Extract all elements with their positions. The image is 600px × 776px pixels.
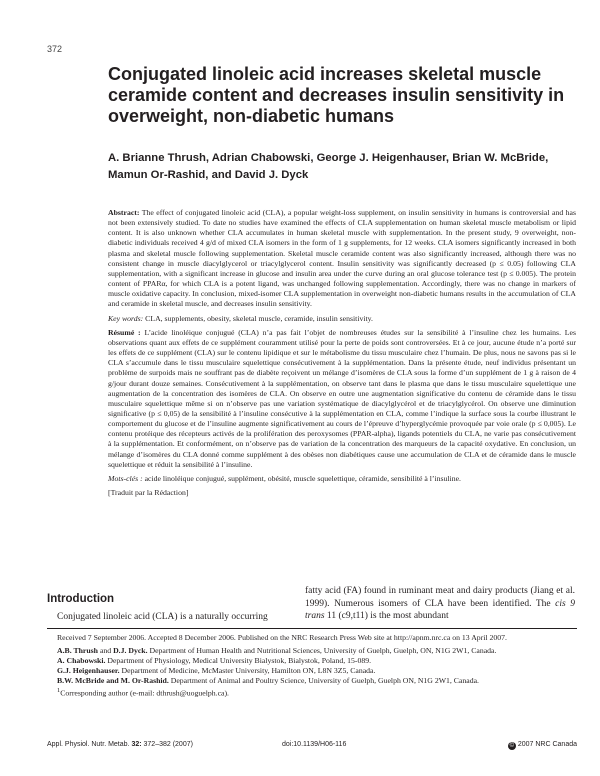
introduction-heading: Introduction [47,593,115,605]
mots-cles-paragraph [108,474,576,484]
footnote-divider [47,628,577,629]
abstract-paragraph [108,208,576,310]
received-note: Received 7 September 2006. Accepted 8 December 2006. Published on the NRC Research Press Web site at http://apnm.nrc.ca on 13 April 2007. [57,633,507,642]
introduction-right-column [305,585,575,623]
corresponding-author: $^1$Corresponding author (e-mail: dthrush@uoguelph.ca). [57,687,229,699]
intro-right-text-2: 11 (c9,t11) is the most abundant [326,611,449,621]
introduction-left-column: Conjugated linoleic acid (CLA) is a naturally occurring [57,612,268,622]
footnotes-section [57,633,577,699]
keywords-label: Key words: [108,313,144,323]
resume-paragraph [108,328,576,470]
affiliation-4: B.W. McBride and M. Or-Rashid. Department of Animal and Poultry Science, University of Guelph, Guelph ON, N1G 2W1, Canada. [57,676,479,686]
affiliation-2: A. Chabowski. Department of Physiology, Medical University Bialystok, Bialystok, Poland, 15-089. [57,656,372,666]
mots-cles-text: acide linoléique conjugué, supplément, obésité, muscle squelettique, céramide, sensibilité à l’insuline. [144,473,461,483]
affiliation-3: G.J. Heigenhauser. Department of Medicine, McMaster University, Hamilton ON, L8N 3Z5, Canada. [57,666,376,676]
affiliation-1: A.B. Thrush and D.J. Dyck. Department of Human Health and Nutritional Sciences, University of Guelph, Guelph, ON, N1G 2W1, Canada. [57,646,497,656]
mots-cles-label: Mots-clés : [108,473,143,483]
resume-text: L’acide linoléique conjugué (CLA) n’a pas fait l’objet de nombreuses études sur la sensibilité à l’insuline chez les humains. Les observations quant aux effets de ce supplément couramment utilisé pour la perte de poids sont controversées. Et à ce jour, aucune étude n’a porté sur les effets de ce supplément (CLA) sur le contenu lipidique et sur le métabolisme du tissu musculaire chez l’humain. De plus, nous ne savons pas si le CLA s’accumule dans le tissu musculaire squelettique consécutivement à la supplémentation. Dans la présente étude, neuf individus présentant un problème de surpoids mais ne souffrant pas de diabète reçoivent un mélange d’isomères de CLA sous la forme d’un supplément de 1 g à raison de 4 g/jour durant douze semaines. Consécutivement à la supplémentation, on observe tant dans le plasma que dans le tissu musculaire squelettique une augmentation de la concentration des isomères de CLA. On observe en outre une augmentation significative du contenu de céramide dans le tissu musculaire squelettique même si on n’observe pas une variation systématique de diacylglycérol et de triacylglycérol. On observe une diminution significative (p ≤ 0,05) de la sensibilité à l’insuline consécutive à la supplémentation en CLA, comme l’indique la surface sous la courbe illustrant le comportement du glucose et de l’insuline augmente significativement au cours de l’épreuve d’hyperglycémie provoquée par voie orale (p ≤ 0,005). Le contenu protéique des récepteurs activés de la prolifération des peroxysomes (PPAR-alpha), ligands potentiels du CLA, ne varie pas consécutivement à la supplémentation. Et conformément, on n’observe pas de variation de la concentration des marqueurs de la capacité oxydative. En conclusion, un mélange d’isomères du CLA donné comme supplément à des obèses non diabétiques cause une accumulation de CLA et de céramide dans le muscle squelettique et réduit la sensibilité à l’insuline. [108,327,576,469]
resume-label: Résumé : [108,327,141,337]
copyright: © 2007 NRC Canada [509,741,577,749]
keywords-paragraph [108,314,576,324]
doi: doi:10.1139/H06-116 [282,741,347,748]
intro-isomer-name: cis 9 trans [305,598,575,621]
page-number: 372 [47,44,63,54]
abstract-text: The effect of conjugated linoleic acid (CLA), a popular weight-loss supplement, on insulin sensitivity in humans is controversial and has not been extensively studied. To date no studies have examined the effects of CLA supplementation on human skeletal muscle metabolism or lipid content. It is also unknown whether CLA accumulates in human skeletal muscle with supplementation. In the present study, 9 overweight, non-diabetic individuals received 4 g/d of mixed CLA isomers in the form of 1 g supplements, for 12 weeks. CLA isomers significantly increased in both plasma and skeletal muscle following supplementation. Skeletal muscle ceramide content was also significantly increased, although there was no consistent change in muscle diacylglycerol or triacylglycerol content. Insulin sensitivity was significantly decreased (p ≤ 0.05) following CLA supplementation, with a significant increase in glucose and insulin area under the curve during an oral glucose tolerance test (p ≤ 0.005). The protein content of PPARα, for which CLA is a potent ligand, was unchanged following supplementation. Accordingly, there was no change in markers of muscle oxidative capacity. In conclusion, mixed-isomer CLA supplementation in overweight non-diabetic humans results in the accumulation of CLA and ceramide in skeletal muscle, and decreases insulin sensitivity. [108,208,576,309]
journal-citation: Appl. Physiol. Nutr. Metab. 32: 372–382 (2007) [47,741,193,748]
author-list: A. Brianne Thrush, Adrian Chabowski, George J. Heigenhauser, Brian W. McBride, Mamun Or-Rashid, and David J. Dyck [108,152,549,181]
translation-note: [Traduit par la Rédaction] [108,488,189,498]
keywords-text: CLA, supplements, obesity, skeletal muscle, ceramide, insulin sensitivity. [145,313,373,323]
copyright-icon: © [509,743,515,749]
abstract-section [108,208,576,502]
intro-right-text-1: fatty acid (FA) found in ruminant meat and dairy products (Jiang et al. 1999). Numerous isomers of CLA have been identified. The [305,586,575,609]
article-title: Conjugated linoleic acid increases skeletal muscle ceramide content and decreases insulin sensitivity in overweight, non-diabetic humans [108,64,565,126]
page-footer [47,741,577,753]
abstract-label: Abstract: [108,208,140,217]
